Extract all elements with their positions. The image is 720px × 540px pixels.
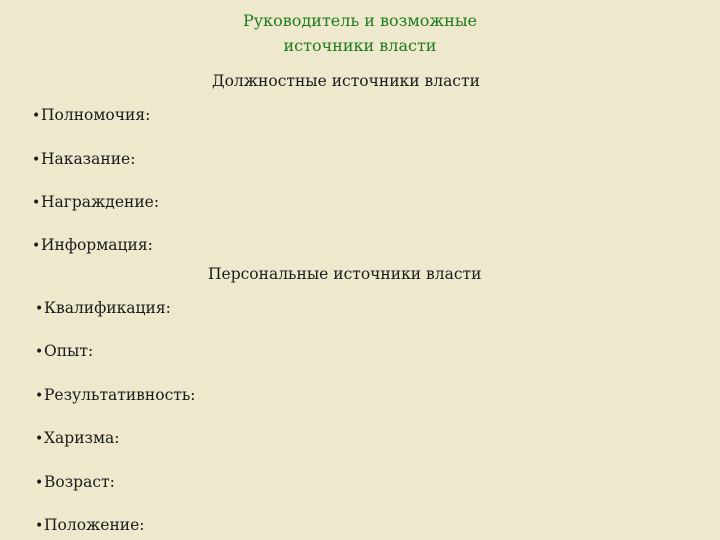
official-sources-heading: Должностные источники власти — [212, 72, 480, 90]
list-item-label: Опыт: — [44, 342, 94, 360]
slide-title-line-2: источники власти — [283, 36, 437, 55]
bullet-icon: • — [32, 195, 41, 211]
list-item-label: Квалификация: — [44, 299, 171, 317]
bullet-icon: • — [32, 108, 41, 124]
list-item-label: Награждение: — [41, 193, 160, 211]
list-item-label: Наказание: — [41, 150, 136, 168]
list-item — [32, 235, 153, 256]
list-item — [35, 298, 171, 319]
list-item-label: Возраст: — [44, 473, 115, 491]
list-item-label: Харизма: — [44, 429, 120, 447]
slide-title — [180, 8, 540, 58]
list-item-label: Информация: — [41, 236, 153, 254]
bullet-icon: • — [32, 238, 41, 254]
list-item — [32, 149, 135, 170]
bullet-icon: • — [35, 431, 44, 447]
list-item — [35, 341, 93, 362]
list-item — [35, 472, 115, 493]
list-item — [32, 105, 150, 126]
bullet-icon: • — [35, 301, 44, 317]
personal-sources-heading: Персональные источники власти — [208, 265, 482, 283]
bullet-icon: • — [35, 388, 44, 404]
list-item-label: Полномочия: — [41, 106, 151, 124]
slide-title-line-1: Руководитель и возможные — [242, 11, 478, 30]
list-item — [35, 428, 120, 449]
bullet-icon: • — [35, 518, 44, 534]
list-item — [32, 192, 159, 213]
bullet-icon: • — [32, 152, 41, 168]
list-item-label: Результативность: — [44, 386, 196, 404]
list-item — [35, 515, 145, 536]
bullet-icon: • — [35, 344, 44, 360]
list-item-label: Положение: — [44, 516, 145, 534]
bullet-icon: • — [35, 475, 44, 491]
list-item — [35, 385, 196, 406]
